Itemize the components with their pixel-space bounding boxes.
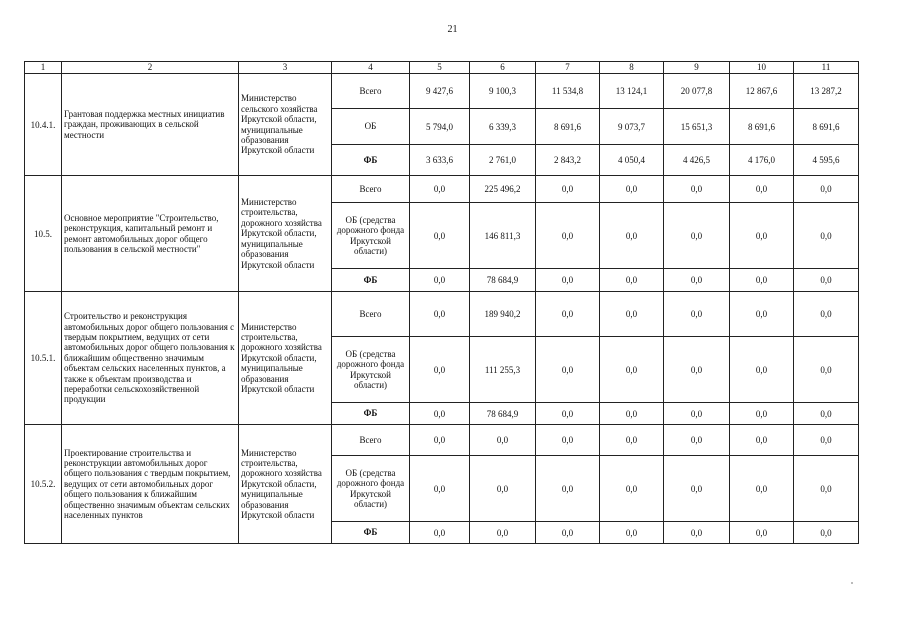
amount-cell: 9 427,6 xyxy=(410,74,470,109)
amount-cell: 0,0 xyxy=(730,522,794,544)
table-row xyxy=(25,74,859,109)
amount-cell: 0,0 xyxy=(664,292,730,337)
amount-cell: 2 843,2 xyxy=(536,145,600,176)
amount-cell: 4 595,6 xyxy=(794,145,859,176)
amount-cell: 0,0 xyxy=(600,337,664,403)
item-name: Строительство и реконструкция автомобильных дорог общего пользования с твердым покрытием, ведущих от сети автомобильных дорог общего пользования к ближайшим общественно значимым объектам сельских населенных пунктов, а также к объектам производства и переработки сельскохозяйственной продукции xyxy=(62,292,239,425)
amount-cell: 0,0 xyxy=(794,456,859,522)
page-number: 21 xyxy=(447,24,458,35)
column-header: 4 xyxy=(332,62,410,74)
item-executor: Министерство строительства, дорожного хозяйства Иркутской области, муниципальные образования Иркутской области xyxy=(239,425,332,544)
amount-cell: 0,0 xyxy=(664,403,730,425)
column-header: 1 xyxy=(25,62,62,74)
item-code: 10.5. xyxy=(25,176,62,292)
amount-cell: 0,0 xyxy=(600,456,664,522)
amount-cell: 0,0 xyxy=(794,403,859,425)
amount-cell: 0,0 xyxy=(600,203,664,269)
amount-cell: 0,0 xyxy=(600,292,664,337)
column-header: 9 xyxy=(664,62,730,74)
amount-cell: 2 761,0 xyxy=(470,145,536,176)
amount-cell: 0,0 xyxy=(536,522,600,544)
amount-cell: 0,0 xyxy=(794,522,859,544)
amount-cell: 0,0 xyxy=(410,292,470,337)
amount-cell: 189 940,2 xyxy=(470,292,536,337)
funding-source: ФБ xyxy=(332,522,410,544)
amount-cell: 0,0 xyxy=(410,337,470,403)
amount-cell: 0,0 xyxy=(664,522,730,544)
amount-cell: 15 651,3 xyxy=(664,109,730,145)
amount-cell: 8 691,6 xyxy=(730,109,794,145)
amount-cell: 0,0 xyxy=(410,425,470,456)
funding-source: ФБ xyxy=(332,145,410,176)
amount-cell: 0,0 xyxy=(410,269,470,292)
item-executor: Министерство строительства, дорожного хозяйства Иркутской области, муниципальные образования Иркутской области xyxy=(239,176,332,292)
amount-cell: 0,0 xyxy=(730,203,794,269)
amount-cell: 9 100,3 xyxy=(470,74,536,109)
amount-cell: 0,0 xyxy=(730,176,794,203)
amount-cell: 0,0 xyxy=(536,403,600,425)
amount-cell: 146 811,3 xyxy=(470,203,536,269)
amount-cell: 0,0 xyxy=(600,176,664,203)
amount-cell: 0,0 xyxy=(410,203,470,269)
amount-cell: 0,0 xyxy=(730,456,794,522)
amount-cell: 78 684,9 xyxy=(470,403,536,425)
amount-cell: 0,0 xyxy=(664,456,730,522)
column-number-row xyxy=(25,62,859,74)
amount-cell: 0,0 xyxy=(664,203,730,269)
item-code: 10.5.1. xyxy=(25,292,62,425)
amount-cell: 8 691,6 xyxy=(536,109,600,145)
funding-source: ОБ xyxy=(332,109,410,145)
amount-cell: 0,0 xyxy=(730,337,794,403)
item-name: Проектирование строительства и реконструкции автомобильных дорог общего пользования с твердым покрытием, ведущих от сети автомобильных дорог общего пользования к ближайшим общественно значимым объектам сельских населенных пунктов xyxy=(62,425,239,544)
amount-cell: 0,0 xyxy=(536,292,600,337)
item-name: Основное мероприятие "Строительство, реконструкция, капитальный ремонт и ремонт автомобильных дорог общего пользования в сельской местности" xyxy=(62,176,239,292)
amount-cell: 0,0 xyxy=(410,176,470,203)
amount-cell: 11 534,8 xyxy=(536,74,600,109)
scan-speck xyxy=(851,582,853,584)
column-header: 6 xyxy=(470,62,536,74)
table-row xyxy=(25,292,859,337)
item-executor: Министерство сельского хозяйства Иркутской области, муниципальные образования Иркутской области xyxy=(239,74,332,176)
column-header: 10 xyxy=(730,62,794,74)
amount-cell: 0,0 xyxy=(600,403,664,425)
amount-cell: 0,0 xyxy=(664,176,730,203)
column-header: 7 xyxy=(536,62,600,74)
amount-cell: 4 050,4 xyxy=(600,145,664,176)
funding-source: ФБ xyxy=(332,403,410,425)
column-header: 8 xyxy=(600,62,664,74)
amount-cell: 0,0 xyxy=(410,456,470,522)
funding-source: ФБ xyxy=(332,269,410,292)
amount-cell: 0,0 xyxy=(600,269,664,292)
budget-table xyxy=(24,61,859,544)
amount-cell: 0,0 xyxy=(536,269,600,292)
amount-cell: 3 633,6 xyxy=(410,145,470,176)
amount-cell: 0,0 xyxy=(730,425,794,456)
item-code: 10.4.1. xyxy=(25,74,62,176)
amount-cell: 20 077,8 xyxy=(664,74,730,109)
amount-cell: 0,0 xyxy=(536,425,600,456)
funding-source: Всего xyxy=(332,176,410,203)
amount-cell: 0,0 xyxy=(470,456,536,522)
amount-cell: 0,0 xyxy=(794,176,859,203)
amount-cell: 12 867,6 xyxy=(730,74,794,109)
amount-cell: 0,0 xyxy=(730,292,794,337)
amount-cell: 0,0 xyxy=(664,337,730,403)
amount-cell: 0,0 xyxy=(600,522,664,544)
amount-cell: 0,0 xyxy=(536,337,600,403)
amount-cell: 5 794,0 xyxy=(410,109,470,145)
item-name: Грантовая поддержка местных инициатив граждан, проживающих в сельской местности xyxy=(62,74,239,176)
amount-cell: 0,0 xyxy=(410,403,470,425)
amount-cell: 0,0 xyxy=(536,456,600,522)
item-executor: Министерство строительства, дорожного хозяйства Иркутской области, муниципальные образования Иркутской области xyxy=(239,292,332,425)
amount-cell: 9 073,7 xyxy=(600,109,664,145)
amount-cell: 0,0 xyxy=(410,522,470,544)
funding-source: ОБ (средства дорожного фонда Иркутской области) xyxy=(332,337,410,403)
amount-cell: 0,0 xyxy=(730,269,794,292)
column-header: 5 xyxy=(410,62,470,74)
amount-cell: 8 691,6 xyxy=(794,109,859,145)
amount-cell: 0,0 xyxy=(794,292,859,337)
amount-cell: 111 255,3 xyxy=(470,337,536,403)
amount-cell: 225 496,2 xyxy=(470,176,536,203)
funding-source: ОБ (средства дорожного фонда Иркутской области) xyxy=(332,203,410,269)
amount-cell: 4 426,5 xyxy=(664,145,730,176)
amount-cell: 13 287,2 xyxy=(794,74,859,109)
amount-cell: 0,0 xyxy=(730,403,794,425)
amount-cell: 0,0 xyxy=(470,425,536,456)
amount-cell: 0,0 xyxy=(664,269,730,292)
table-row xyxy=(25,176,859,203)
amount-cell: 0,0 xyxy=(794,203,859,269)
table-row xyxy=(25,425,859,456)
column-header: 3 xyxy=(239,62,332,74)
amount-cell: 0,0 xyxy=(536,203,600,269)
item-code: 10.5.2. xyxy=(25,425,62,544)
amount-cell: 0,0 xyxy=(470,522,536,544)
funding-source: ОБ (средства дорожного фонда Иркутской области) xyxy=(332,456,410,522)
amount-cell: 0,0 xyxy=(664,425,730,456)
amount-cell: 0,0 xyxy=(794,269,859,292)
column-header: 11 xyxy=(794,62,859,74)
amount-cell: 4 176,0 xyxy=(730,145,794,176)
amount-cell: 0,0 xyxy=(794,337,859,403)
amount-cell: 78 684,9 xyxy=(470,269,536,292)
funding-source: Всего xyxy=(332,292,410,337)
amount-cell: 6 339,3 xyxy=(470,109,536,145)
amount-cell: 13 124,1 xyxy=(600,74,664,109)
funding-source: Всего xyxy=(332,425,410,456)
funding-source: Всего xyxy=(332,74,410,109)
column-header: 2 xyxy=(62,62,239,74)
amount-cell: 0,0 xyxy=(536,176,600,203)
amount-cell: 0,0 xyxy=(600,425,664,456)
amount-cell: 0,0 xyxy=(794,425,859,456)
